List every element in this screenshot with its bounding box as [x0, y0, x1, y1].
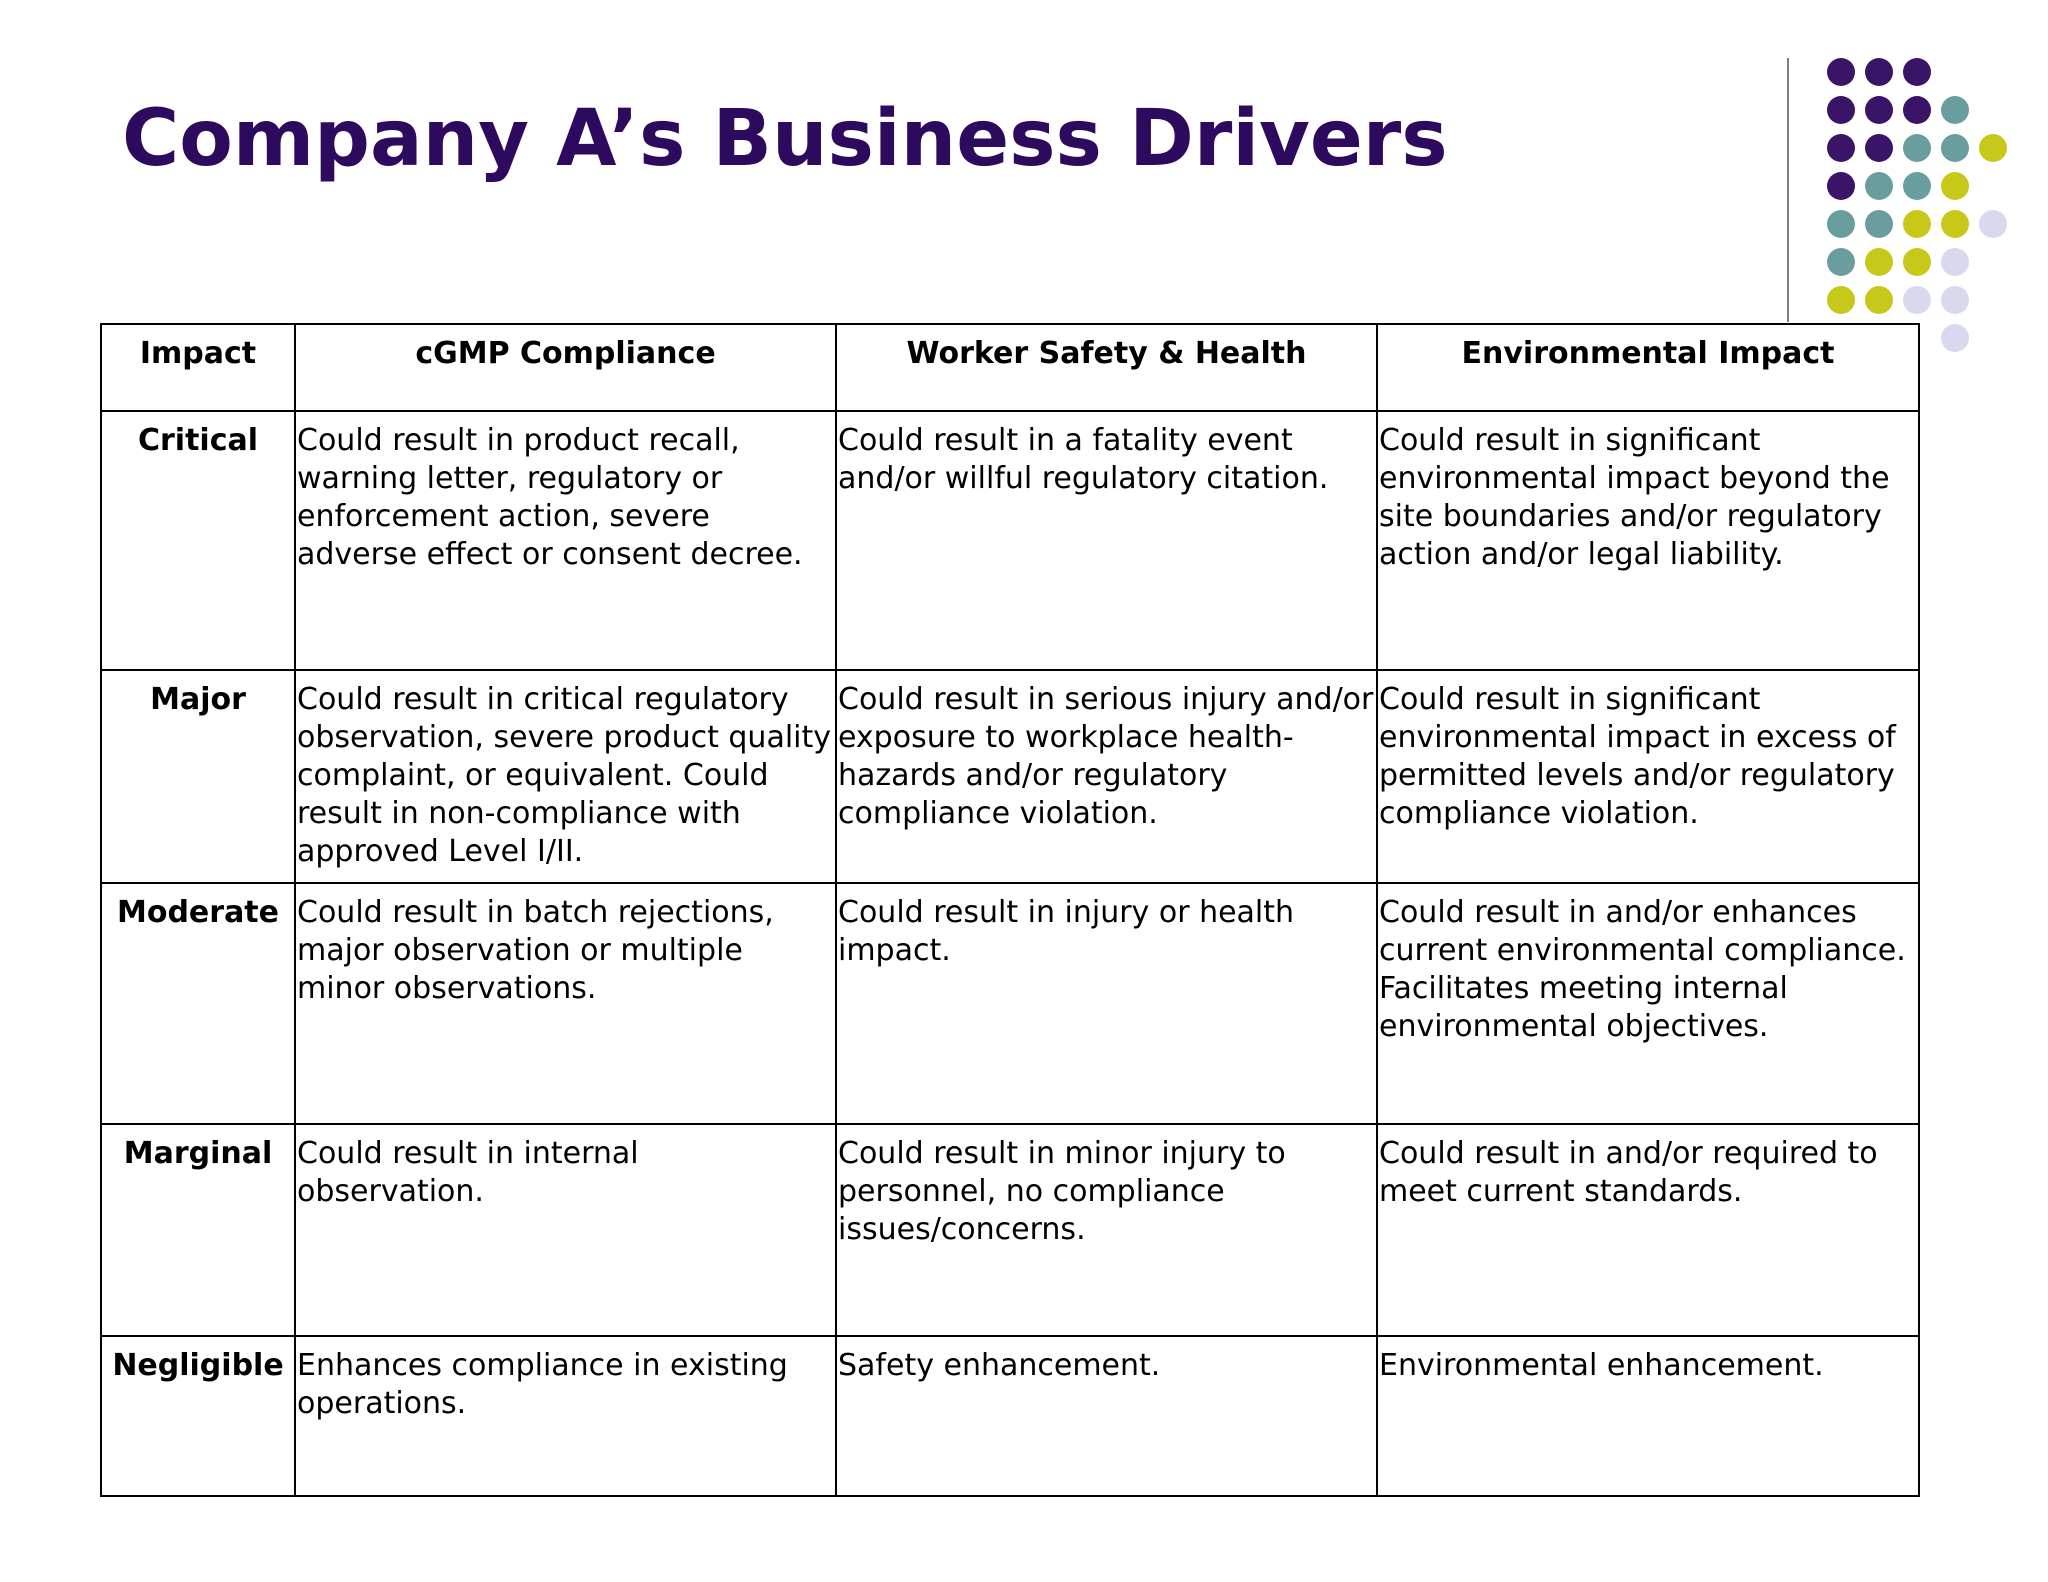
decorative-dot	[1865, 248, 1893, 276]
decorative-dot	[1903, 172, 1931, 200]
cgmp-cell: Could result in product recall, warning letter, regulatory or enforcement action, severe adverse effect or consent decree.	[295, 411, 836, 670]
decorative-dot	[1941, 134, 1969, 162]
environmental-cell: Environmental enhancement.	[1377, 1336, 1919, 1496]
decorative-dot	[1979, 134, 2007, 162]
decorative-dot	[1903, 210, 1931, 238]
column-header-worker-safety-health: Worker Safety & Health	[836, 324, 1377, 411]
safety-cell: Could result in minor injury to personnel, no compliance issues/concerns.	[836, 1124, 1377, 1336]
decorative-dot	[1865, 286, 1893, 314]
decorative-dot	[1941, 324, 1969, 352]
decorative-dot	[1941, 210, 1969, 238]
decorative-dot	[1903, 58, 1931, 86]
decorative-dot	[1865, 96, 1893, 124]
cgmp-cell: Could result in batch rejections, major observation or multiple minor observations.	[295, 883, 836, 1124]
column-header-cgmp-compliance: cGMP Compliance	[295, 324, 836, 411]
table-row-marginal	[101, 1124, 1919, 1336]
table-header-row	[101, 324, 1919, 411]
decorative-dot	[1827, 134, 1855, 162]
impact-level-marginal: Marginal	[101, 1124, 295, 1336]
decorative-dot	[1903, 134, 1931, 162]
safety-cell: Could result in serious injury and/or exposure to workplace health-hazards and/or regulatory compliance violation.	[836, 670, 1377, 883]
decorative-dot	[1941, 172, 1969, 200]
business-drivers-table	[100, 323, 1920, 1497]
table-row-moderate	[101, 883, 1919, 1124]
decorative-dot	[1941, 286, 1969, 314]
decorative-dot	[1827, 58, 1855, 86]
table-row-critical	[101, 411, 1919, 670]
impact-level-critical: Critical	[101, 411, 295, 670]
decorative-divider-line	[1787, 58, 1789, 322]
decorative-dot	[1827, 286, 1855, 314]
environmental-cell: Could result in and/or enhances current environmental compliance. Facilitates meeting internal environmental objectives.	[1377, 883, 1919, 1124]
safety-cell: Could result in a fatality event and/or willful regulatory citation.	[836, 411, 1377, 670]
decorative-dot	[1941, 248, 1969, 276]
cgmp-cell: Could result in internal observation.	[295, 1124, 836, 1336]
decorative-dot	[1941, 96, 1969, 124]
cgmp-cell: Could result in critical regulatory observation, severe product quality complaint, or equivalent. Could result in non-compliance with approved Level I/II.	[295, 670, 836, 883]
decorative-dot	[1903, 286, 1931, 314]
environmental-cell: Could result in and/or required to meet current standards.	[1377, 1124, 1919, 1336]
decorative-dot	[1827, 248, 1855, 276]
slide-title: Company A’s Business Drivers	[122, 94, 1448, 184]
safety-cell: Could result in injury or health impact.	[836, 883, 1377, 1124]
decorative-dot	[1827, 96, 1855, 124]
column-header-impact: Impact	[101, 324, 295, 411]
safety-cell: Safety enhancement.	[836, 1336, 1377, 1496]
impact-level-major: Major	[101, 670, 295, 883]
decorative-dot	[1979, 210, 2007, 238]
decorative-dot	[1827, 210, 1855, 238]
decorative-dot	[1865, 172, 1893, 200]
decorative-dot	[1903, 248, 1931, 276]
table-row-negligible	[101, 1336, 1919, 1496]
environmental-cell: Could result in significant environmental impact beyond the site boundaries and/or regulatory action and/or legal liability.	[1377, 411, 1919, 670]
decorative-dot	[1865, 210, 1893, 238]
impact-level-moderate: Moderate	[101, 883, 295, 1124]
environmental-cell: Could result in significant environmental impact in excess of permitted levels and/or regulatory compliance violation.	[1377, 670, 1919, 883]
cgmp-cell: Enhances compliance in existing operations.	[295, 1336, 836, 1496]
decorative-dot	[1903, 96, 1931, 124]
column-header-environmental-impact: Environmental Impact	[1377, 324, 1919, 411]
decorative-dot	[1827, 172, 1855, 200]
table-row-major	[101, 670, 1919, 883]
impact-level-negligible: Negligible	[101, 1336, 295, 1496]
decorative-dot	[1865, 134, 1893, 162]
decorative-dot	[1865, 58, 1893, 86]
